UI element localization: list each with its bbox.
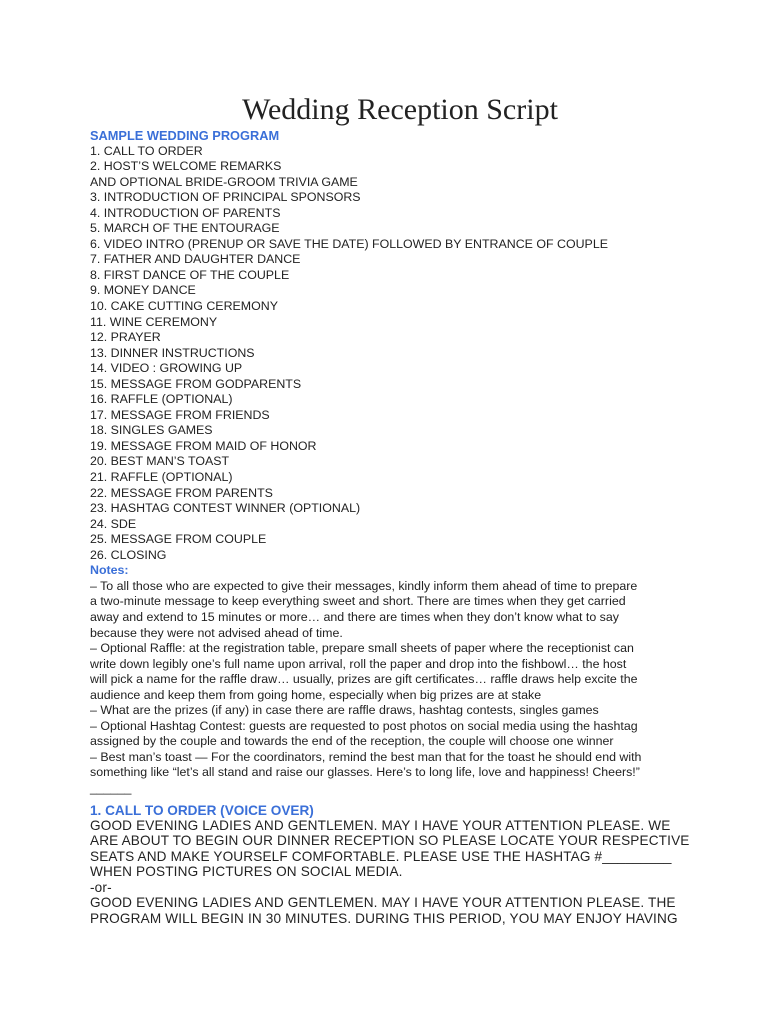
notes-line: – To all those who are expected to give their messages, kindly inform them ahead of time to prepare [90,578,638,593]
program-item: 4. INTRODUCTION OF PARENTS [90,205,281,220]
program-item: 10. CAKE CUTTING CEREMONY [90,299,278,314]
section-line: SEATS AND MAKE YOURSELF COMFORTABLE. PLEASE USE THE HASHTAG #_________ [90,848,672,864]
notes-line: – Optional Raffle: at the registration table, prepare small sheets of paper where the receptionist can [90,641,634,656]
program-item: 23. HASHTAG CONTEST WINNER (OPTIONAL) [90,501,361,516]
notes-line: something like “let’s all stand and raise our glasses. Here’s to long life, love and happiness! Cheers!” [90,765,640,780]
page-title: Wedding Reception Script [242,93,558,126]
program-heading: SAMPLE WEDDING PROGRAM [90,128,280,143]
program-item: 9. MONEY DANCE [90,283,196,298]
program-item: AND OPTIONAL BRIDE-GROOM TRIVIA GAME [90,174,358,189]
notes-line: – What are the prizes (if any) in case there are raffle draws, hashtag contests, singles games [90,703,599,718]
program-item: 25. MESSAGE FROM COUPLE [90,532,267,547]
program-item: 26. CLOSING [90,547,167,562]
section-line: WHEN POSTING PICTURES ON SOCIAL MEDIA. [90,864,403,880]
program-item: 2. HOST’S WELCOME REMARKS [90,159,282,174]
program-item: 3. INTRODUCTION OF PRINCIPAL SPONSORS [90,190,361,205]
notes-line: because they were not advised ahead of time. [90,625,343,640]
notes-line: assigned by the couple and towards the end of the reception, the couple will choose one winner [90,734,614,749]
notes-line: away and extend to 15 minutes or more… and there are times when they don’t know what to say [90,609,619,624]
notes-line: ______ [90,780,132,795]
section-line: GOOD EVENING LADIES AND GENTLEMEN. MAY I HAVE YOUR ATTENTION PLEASE. THE [90,895,676,911]
program-item: 19. MESSAGE FROM MAID OF HONOR [90,438,317,453]
program-item: 14. VIDEO : GROWING UP [90,361,243,376]
section-line: GOOD EVENING LADIES AND GENTLEMEN. MAY I HAVE YOUR ATTENTION PLEASE. WE [90,818,671,834]
section-line: PROGRAM WILL BEGIN IN 30 MINUTES. DURING THIS PERIOD, YOU MAY ENJOY HAVING [90,910,678,926]
section-heading-call-to-order: 1. CALL TO ORDER (VOICE OVER) [90,802,314,818]
section-body-call-to-order [90,818,690,926]
program-item: 21. RAFFLE (OPTIONAL) [90,470,233,485]
program-item: 12. PRAYER [90,330,161,345]
notes-line: a two-minute message to keep everything sweet and short. There are times when they get carried [90,594,626,609]
notes-line: write down legibly one’s full name upon arrival, roll the paper and drop into the fishbowl… the host [90,656,627,671]
notes-line: audience and keep them from going home, especially when big prizes are at stake [90,687,542,702]
notes-line: will pick a name for the raffle draw… usually, prizes are gift certificates… raffle draws help excite the [90,672,638,687]
program-item: 18. SINGLES GAMES [90,423,213,438]
notes-heading: Notes: [90,563,129,578]
document-content [90,128,690,926]
program-list [90,144,680,564]
section-line: -or- [90,879,112,895]
program-item: 22. MESSAGE FROM PARENTS [90,485,273,500]
program-item: 6. VIDEO INTRO (PRENUP OR SAVE THE DATE) FOLLOWED BY ENTRANCE OF COUPLE [90,236,608,251]
program-item: 5. MARCH OF THE ENTOURAGE [90,221,280,236]
program-item: 15. MESSAGE FROM GODPARENTS [90,376,302,391]
program-item: 13. DINNER INSTRUCTIONS [90,345,255,360]
section-line: ARE ABOUT TO BEGIN OUR DINNER RECEPTION SO PLEASE LOCATE YOUR RESPECTIVE [90,833,690,849]
notes-line: – Optional Hashtag Contest: guests are requested to post photos on social media using the hashtag [90,718,638,733]
program-item: 17. MESSAGE FROM FRIENDS [90,407,270,422]
program-item: 16. RAFFLE (OPTIONAL) [90,392,233,407]
notes-block [90,579,680,797]
notes-line: – Best man’s toast — For the coordinators, remind the best man that for the toast he should end with [90,749,642,764]
program-item: 24. SDE [90,516,137,531]
program-item: 1. CALL TO ORDER [90,143,203,158]
program-item: 7. FATHER AND DAUGHTER DANCE [90,252,301,267]
program-item: 8. FIRST DANCE OF THE COUPLE [90,267,290,282]
program-item: 20. BEST MAN’S TOAST [90,454,230,469]
program-item: 11. WINE CEREMONY [90,314,218,329]
